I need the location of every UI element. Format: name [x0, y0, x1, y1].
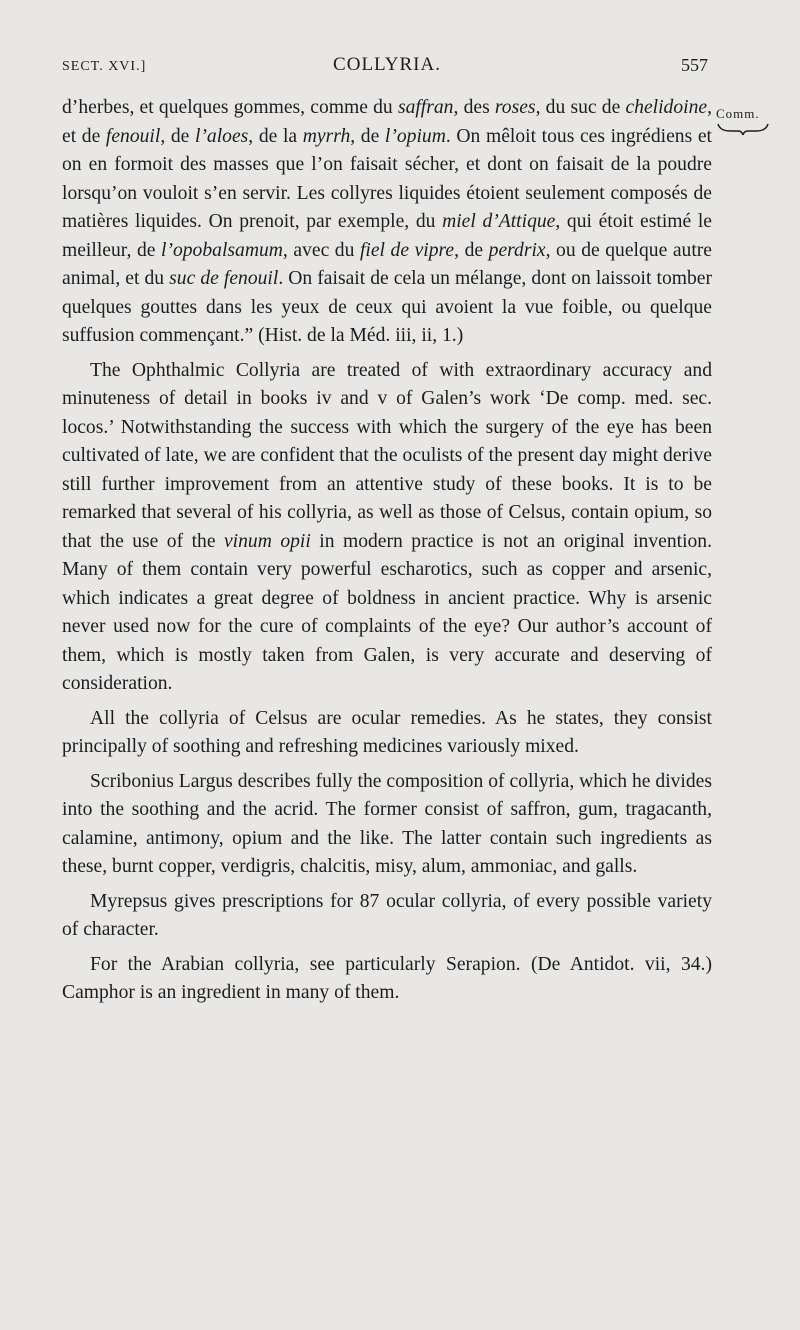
paragraph — [62, 94, 712, 351]
italic-text: myrrh — [302, 125, 351, 147]
italic-text: l’opium — [384, 125, 446, 147]
brace-icon — [716, 121, 770, 137]
text-run: , de — [160, 125, 195, 147]
running-header — [62, 54, 712, 78]
body-text — [62, 94, 712, 1008]
text-run: , de — [350, 125, 385, 147]
text-run: , avec du — [282, 239, 360, 261]
text-run: , des — [453, 97, 495, 118]
italic-text: miel d’Attique — [442, 211, 556, 232]
paragraph — [62, 357, 712, 699]
section-label: SECT. XVI.] — [62, 59, 147, 74]
text-run: , et de — [62, 97, 712, 147]
text-run: All the collyria of Celsus are ocular remedies. As he states, they consist principally of soothing and refreshing medicines variously mixed. — [62, 707, 712, 757]
italic-text: chelidoine — [625, 97, 708, 118]
text-run: . On faisait de cela un mélange, dont on laissoit tomber quelques gouttes dans les yeux de ceux qui avoient la vue foible, ou quelque suffusion commençant.” (Hist. de la Méd. iii, ii, 1.) — [62, 268, 712, 346]
text-run: , ou de quelque autre animal, et du — [62, 239, 712, 289]
paragraph — [62, 705, 712, 762]
text-run: , de — [454, 239, 489, 261]
text-run: , qui étoit estimé le meilleur, de — [62, 211, 712, 261]
italic-text: l’opobalsamum — [161, 239, 283, 261]
text-run: The Ophthalmic Collyria are treated of with extraordinary accuracy and minuteness of detail in books iv and v of Galen’s work ‘De comp. med. sec. locos.’ Notwithstanding the success with which the surgery of the eye has been cultivated of late, we are confident that the oculists of the present day might derive still further improvement from an attentive study of these books. It is to be remarked that several of his collyria, as well as those of Celsus, contain opium, so that the use of the — [62, 359, 712, 552]
text-run: d’herbes, et quelques gommes, comme du — [62, 97, 398, 118]
paragraph — [62, 768, 712, 882]
italic-text: suc de fenouil — [169, 268, 279, 289]
paragraph — [62, 888, 712, 945]
italic-text: fenouil — [105, 125, 161, 147]
page-number: 557 — [681, 55, 708, 75]
text-run: in modern practice is not an original invention. Many of them contain very powerful escharotics, such as copper and arsenic, which indicates a great degree of boldness in ancient practice. Why is arsenic never used now for the cure of complaints of the eye? Our author’s account of them, which is mostly taken from Galen, is very accurate and deserving of consideration. — [62, 530, 712, 694]
italic-text: vinum opii — [223, 530, 311, 552]
text-run: , du suc de — [535, 97, 626, 118]
italic-text: fiel de vipre — [359, 239, 455, 261]
margin-note-label: Comm. — [716, 106, 760, 121]
page-title: COLLYRIA. — [333, 54, 441, 75]
text-run: For the Arabian collyria, see particularly Serapion. (De Antidot. vii, 34.) Camphor is an ingredient in many of them. — [62, 953, 712, 1003]
text-run: Myrepsus gives prescriptions for 87 ocular collyria, of every possible variety of character. — [62, 890, 712, 940]
italic-text: saffran — [397, 97, 454, 118]
text-run: . On mêloit tous ces ingrédiens et on en formoit des masses que l’on faisait sécher, et dont on faisait de la poudre lorsqu’on vouloit s’en servir. Les collyres liquides étoient seulement composés de matières liquides. On prenoit, par exemple, du — [62, 125, 712, 232]
paragraph — [62, 951, 712, 1008]
margin-note — [716, 106, 770, 137]
text-run: , de la — [248, 125, 303, 147]
italic-text: perdrix — [488, 239, 546, 261]
text-run: Scribonius Largus describes fully the composition of collyria, which he divides into the soothing and the acrid. The former consist of saffron, gum, tragacanth, calamine, antimony, opium and the like. The latter contain such ingredients as these, burnt copper, verdigris, chalcitis, misy, alum, ammoniac, and galls. — [62, 770, 712, 877]
italic-text: l’aloes — [194, 125, 249, 147]
italic-text: roses — [494, 97, 536, 118]
